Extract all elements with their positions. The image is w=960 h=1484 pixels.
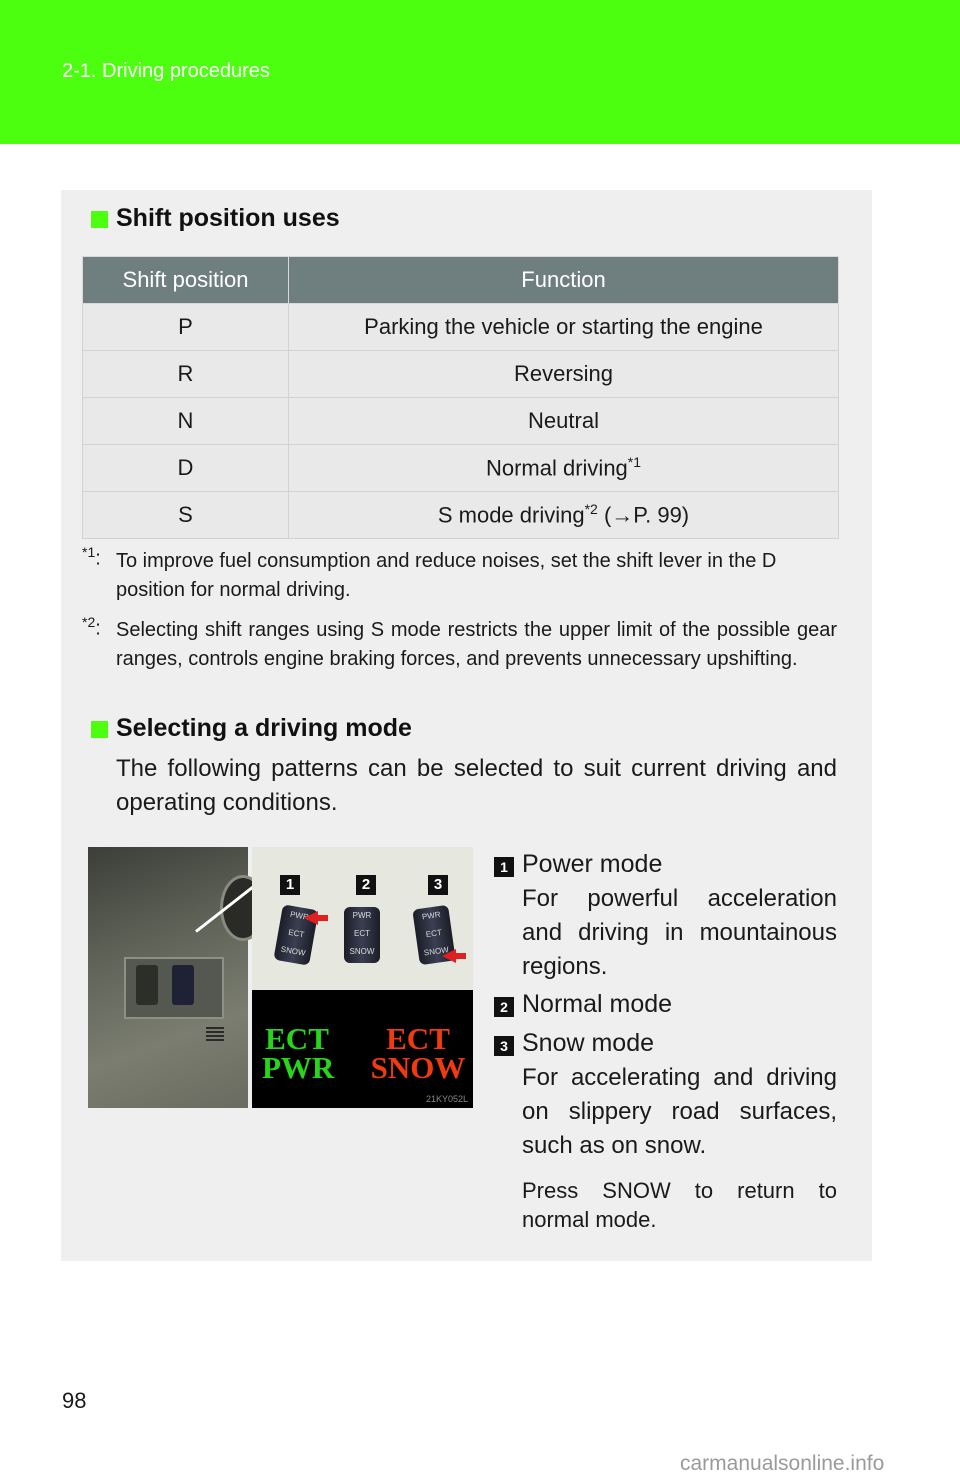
- mode-desc-power: For powerful acceleration and driving in mountainous regions.: [522, 885, 837, 980]
- page-header: [0, 0, 960, 144]
- page-reference-link[interactable]: (→P. 99): [597, 502, 690, 528]
- switch-label: SNOW: [349, 947, 375, 956]
- footnote-2: Selecting shift ranges using S mode restricts the upper limit of the possible gear ranges, controls engine braking forces, and prevents unnecessary upshifting.: [116, 619, 837, 670]
- switch-label: ECT: [425, 927, 443, 940]
- watermark: carmanualsonline.info: [680, 1452, 885, 1475]
- badge-1: 1: [280, 875, 300, 895]
- table-row: [83, 304, 839, 351]
- table-row: [83, 398, 839, 445]
- table-row: [83, 445, 839, 492]
- cell-function: [289, 351, 839, 398]
- switch-label: PWR: [289, 909, 310, 922]
- function-text: Reversing: [513, 361, 614, 386]
- indicator-text: ECT: [265, 1021, 329, 1056]
- switch-label: SNOW: [280, 944, 307, 958]
- chapter-title: 2-1. Driving procedures: [62, 60, 270, 82]
- cell-function: [289, 445, 839, 492]
- figure-code: 21KY052L: [426, 1094, 469, 1104]
- section-title-shift-uses: Shift position uses: [116, 204, 340, 232]
- table-header-row: [83, 257, 839, 304]
- trac-off-switch-icon: [136, 965, 158, 1005]
- mode-switch-icon: [172, 965, 194, 1005]
- column-header-function: Function: [289, 257, 839, 304]
- switch-label: PWR: [352, 911, 372, 920]
- section-bullet-square: [91, 211, 108, 228]
- mode-title-power: Power mode: [522, 850, 663, 878]
- mode-number-1: 1: [494, 857, 514, 877]
- mode-desc-snow: For accelerating and driving on slippery road surfaces, such as on snow.: [522, 1064, 837, 1159]
- shift-position-table: [82, 256, 839, 539]
- function-text: Neutral: [528, 408, 599, 433]
- switch-label: SNOW: [423, 945, 450, 958]
- section-bullet-square: [91, 721, 108, 738]
- footnote-ref: *1: [627, 454, 642, 471]
- table-row: [83, 492, 839, 539]
- column-header-shift-position: Shift position: [83, 257, 289, 304]
- badge-2: 2: [356, 875, 376, 895]
- function-text: Parking the vehicle or starting the engine: [364, 314, 763, 339]
- cell-position: P: [83, 304, 289, 351]
- ect-snow-indicator: [370, 1021, 466, 1085]
- console-photo: [88, 847, 248, 1108]
- mode-number-2: 2: [494, 997, 514, 1017]
- badge-3: 3: [428, 875, 448, 895]
- indicator-text: PWR: [262, 1050, 335, 1085]
- cell-position: S: [83, 492, 289, 539]
- arrow-shaft: [452, 953, 466, 959]
- footnote-mark-text: *1: [82, 544, 96, 560]
- section-intro: The following patterns can be selected to suit current driving and operating conditions.: [116, 755, 837, 816]
- ect-pwr-indicator: [262, 1021, 335, 1085]
- arrow-shaft: [314, 915, 328, 921]
- cell-position: N: [83, 398, 289, 445]
- switch-label: ECT: [354, 929, 370, 938]
- page-number: 98: [62, 1388, 87, 1413]
- snow-return-note: Press SNOW to return to normal mode.: [522, 1178, 837, 1232]
- table-row: [83, 351, 839, 398]
- switch-panel: [124, 957, 224, 1019]
- footnote-mark-text: *2: [82, 614, 96, 630]
- vent-icon: [206, 1027, 224, 1043]
- function-text: S mode driving: [437, 502, 585, 528]
- switch-normal: [344, 907, 380, 963]
- footnote-mark: $^{*1}$:: [82, 544, 101, 570]
- indicator-text: ECT: [386, 1021, 450, 1056]
- indicator-display: [252, 990, 473, 1108]
- indicator-text: SNOW: [370, 1050, 466, 1085]
- cell-function: [289, 398, 839, 445]
- footnote-ref: *2: [584, 501, 598, 518]
- section-title-driving-mode: Selecting a driving mode: [116, 714, 412, 742]
- cell-function: [289, 492, 839, 539]
- cell-position: R: [83, 351, 289, 398]
- mode-title-snow: Snow mode: [522, 1029, 655, 1057]
- mode-number-3: 3: [494, 1036, 514, 1056]
- footnote-mark: $^{*2}$:: [82, 614, 101, 640]
- footnote-1: To improve fuel consumption and reduce noises, set the shift lever in the D position for normal driving.: [116, 550, 777, 601]
- mode-title-normal: Normal mode: [522, 990, 673, 1018]
- switch-closeup: [252, 847, 473, 990]
- switch-label: ECT: [287, 927, 305, 940]
- function-text: Normal driving: [485, 455, 628, 481]
- switch-label: PWR: [421, 909, 442, 922]
- cell-position: D: [83, 445, 289, 492]
- cell-function: [289, 304, 839, 351]
